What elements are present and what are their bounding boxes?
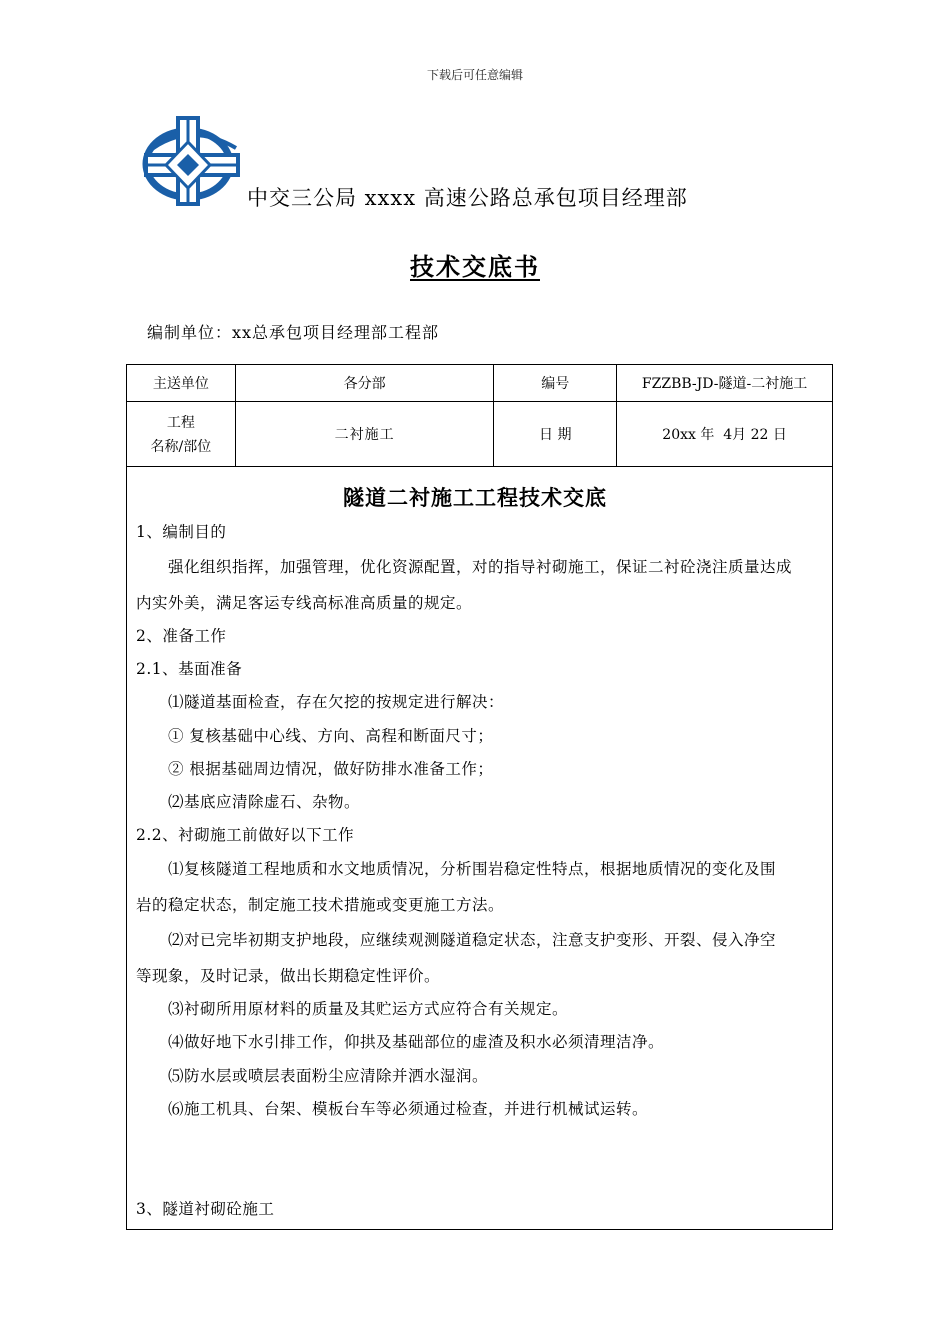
section-1-heading: 1、编制目的 [136,523,227,541]
section-2-2-item-3: ⑶衬砌所用原材料的质量及其贮运方式应符合有关规定。 [168,1000,569,1018]
project-value: 二衬施工 [235,402,494,467]
project-label-line-1: 工程 [166,415,195,431]
section-2-2-item-1-line-1: ⑴复核隧道工程地质和水文地质情况，分析围岩稳定性特点，根据地质情况的变化及围 [168,860,777,878]
section-2-heading: 2、准备工作 [136,627,227,645]
section-2-2-item-2-line-2: 等现象，及时记录，做出长期稳定性评价。 [136,967,441,985]
header-note: 下载后可任意编辑 [426,68,523,82]
number-label: 编号 [494,365,617,402]
section-2-1-item-1a: ① 复核基础中心线、方向、高程和断面尺寸； [168,727,494,745]
meta-table [126,364,833,467]
section-2-2-item-5: ⑸防水层或喷层表面粉尘应清除并洒水湿润。 [168,1067,489,1085]
section-2-2-item-4: ⑷做好地下水引排工作，仰拱及基础部位的虚渣及积水必须清理洁净。 [168,1033,665,1051]
section-2-2-item-2-line-1: ⑵对已完毕初期支护地段，应继续观测隧道稳定状态，注意支护变形、开裂、侵入净空 [168,931,777,949]
section-2-1-item-2: ⑵基底应清除虚石、杂物。 [168,793,361,811]
compiling-unit: 编制单位：xx总承包项目经理部工程部 [147,323,440,342]
section-2-1-item-1b: ② 根据基础周边情况，做好防排水准备工作； [168,760,494,778]
meta-row-2 [127,402,833,467]
date-label: 日 期 [494,402,617,467]
project-label-line-2: 名称/部位 [150,439,212,455]
meta-row-1 [127,365,833,402]
send-unit-label: 主送单位 [127,365,236,402]
company-logo [140,112,245,210]
document-title-wrap [0,247,950,282]
section-3-heading: 3、隧道衬砌砼施工 [136,1200,275,1218]
section-2-1-heading: 2.1、基面准备 [136,660,243,678]
date-value: 20xx 年 4月 22 日 [617,402,833,467]
section-2-2-heading: 2.2、衬砌施工前做好以下工作 [136,826,355,844]
section-2-1-item-1: ⑴隧道基面检查，存在欠挖的按规定进行解决： [168,693,505,711]
send-unit-value: 各分部 [235,365,494,402]
number-value: FZZBB-JD-隧道-二衬施工 [617,365,833,402]
document-title: 技术交底书 [410,252,540,281]
section-1-para-line-2: 内实外美，满足客运专线高标准高质量的规定。 [136,594,473,612]
project-label [127,402,236,467]
section-2-2-item-6: ⑹施工机具、台架、模板台车等必须通过检查，并进行机械试运转。 [168,1100,649,1118]
section-1-para-line-1: 强化组织指挥，加强管理，优化资源配置，对的指导衬砌施工，保证二衬砼浇注质量达成 [168,558,793,576]
content-title: 隧道二衬施工工程技术交底 [343,485,607,510]
organization-title: 中交三公局 xxxx 高速公路总承包项目经理部 [247,186,688,210]
section-2-2-item-1-line-2: 岩的稳定状态，制定施工技术措施或变更施工方法。 [136,896,505,914]
